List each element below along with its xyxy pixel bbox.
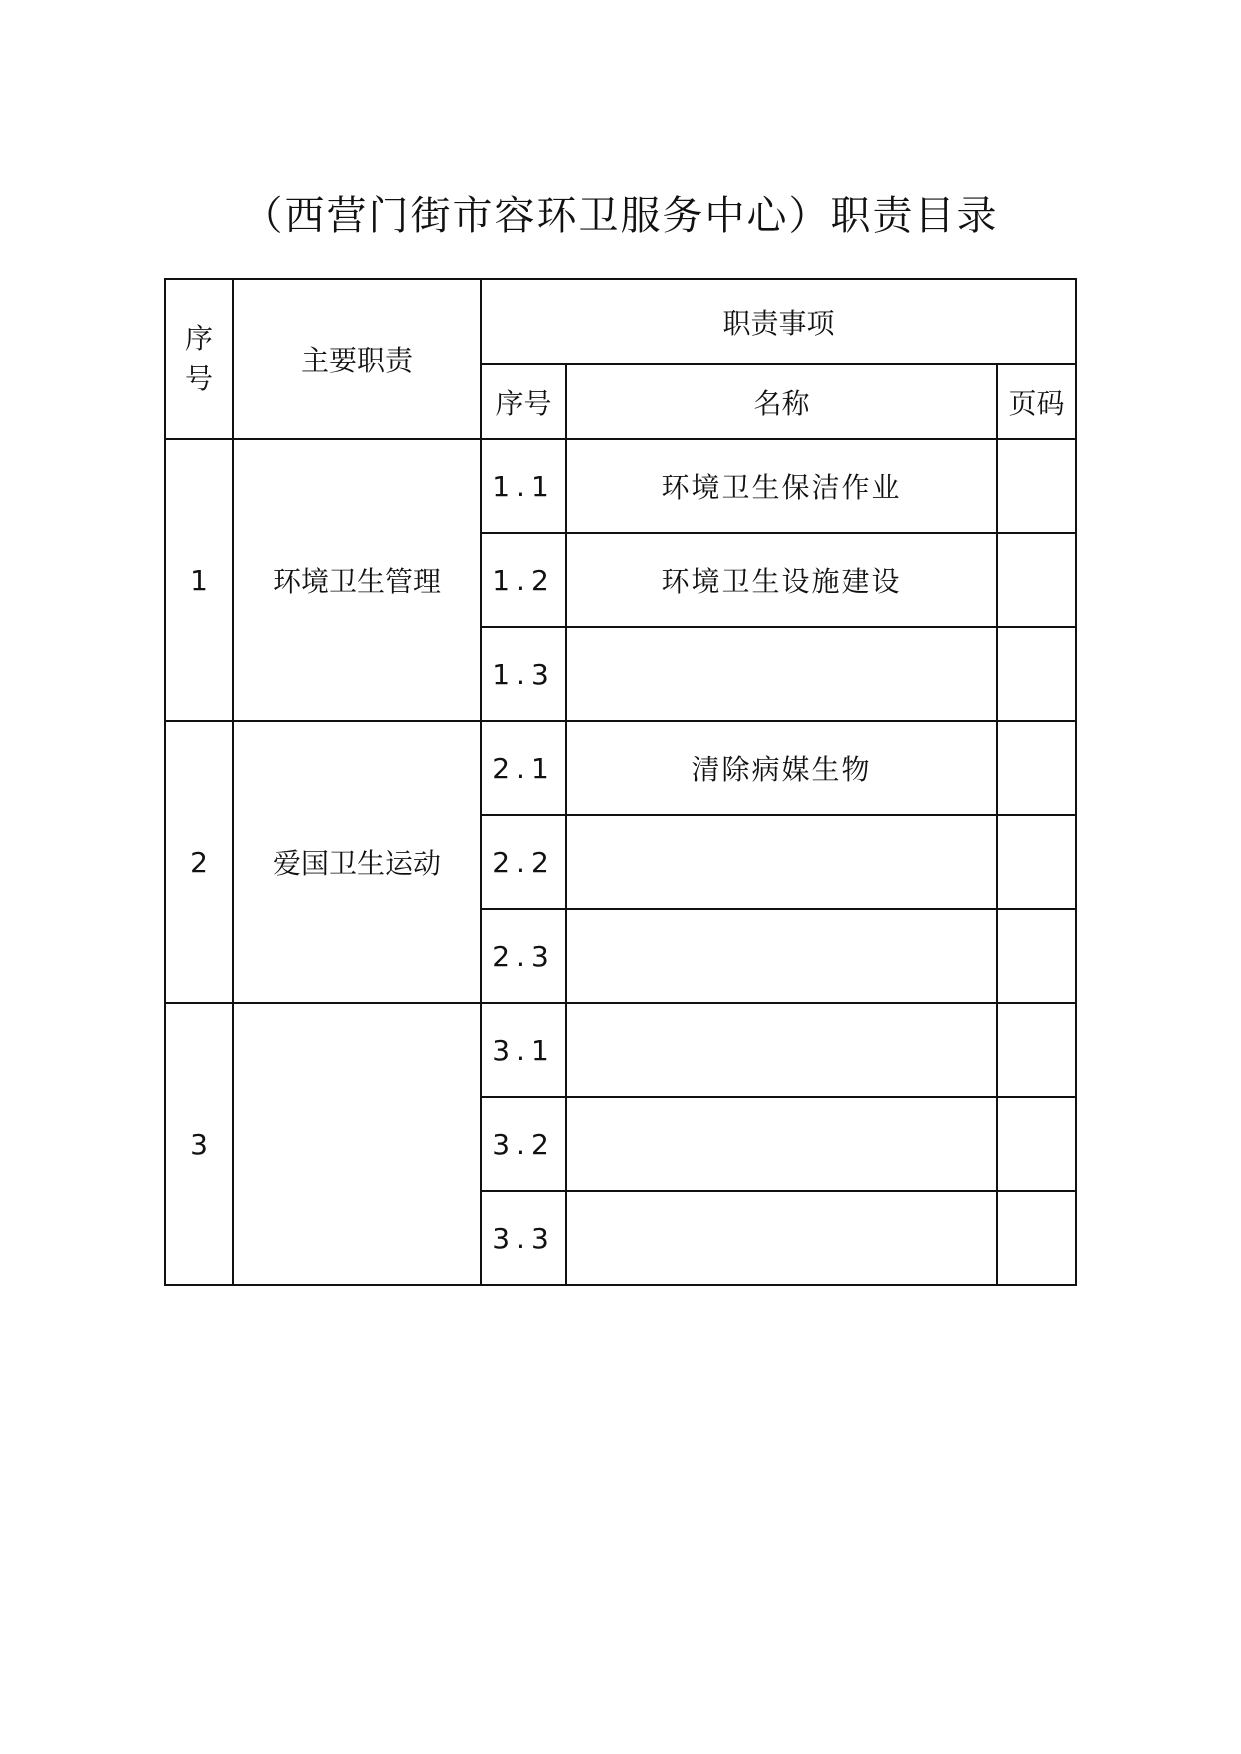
sub-seq-cell: 2.3 [481,909,566,1003]
header-sub-seq: 序号 [481,364,566,439]
sub-seq-cell: 1.3 [481,627,566,721]
page-title: （西营门街市容环卫服务中心）职责目录 [242,193,999,239]
main-duty-cell: 环境卫生管理 [233,439,481,721]
duty-name-cell [566,627,997,721]
page-cell [997,533,1076,627]
group-seq-cell: 1 [165,439,233,721]
sub-seq-cell: 3.2 [481,1097,566,1191]
group-seq-cell: 2 [165,721,233,1003]
header-duty-items: 职责事项 [481,279,1076,364]
main-duty-cell [233,1003,481,1285]
header-seq [165,279,233,439]
main-duty-cell: 爱国卫生运动 [233,721,481,1003]
header-page: 页码 [997,364,1076,439]
duty-name-cell [566,1097,997,1191]
page-cell [997,627,1076,721]
duty-name-cell: 环境卫生保洁作业 [566,439,997,533]
group-seq-cell: 3 [165,1003,233,1285]
header-name: 名称 [566,364,997,439]
duty-name-cell [566,1191,997,1285]
page-cell [997,721,1076,815]
page-cell [997,1191,1076,1285]
sub-seq-cell: 2.1 [481,721,566,815]
header-main-duty: 主要职责 [233,279,481,439]
page-cell [997,815,1076,909]
sub-seq-cell: 1.1 [481,439,566,533]
duty-name-cell [566,909,997,1003]
page-cell [997,439,1076,533]
sub-seq-cell: 3.3 [481,1191,566,1285]
sub-seq-cell: 2.2 [481,815,566,909]
sub-seq-cell: 3.1 [481,1003,566,1097]
duty-name-cell [566,1003,997,1097]
header-seq-label: 序号 [185,322,214,395]
duty-name-cell: 清除病媒生物 [566,721,997,815]
page-cell [997,1097,1076,1191]
table-row [165,721,1076,815]
duty-catalog-table [164,278,1077,1286]
page-cell [997,1003,1076,1097]
table-row [165,439,1076,533]
page-cell [997,909,1076,1003]
table-row [165,1003,1076,1097]
duty-name-cell [566,815,997,909]
duty-name-cell: 环境卫生设施建设 [566,533,997,627]
sub-seq-cell: 1.2 [481,533,566,627]
header-row-1 [165,279,1076,364]
